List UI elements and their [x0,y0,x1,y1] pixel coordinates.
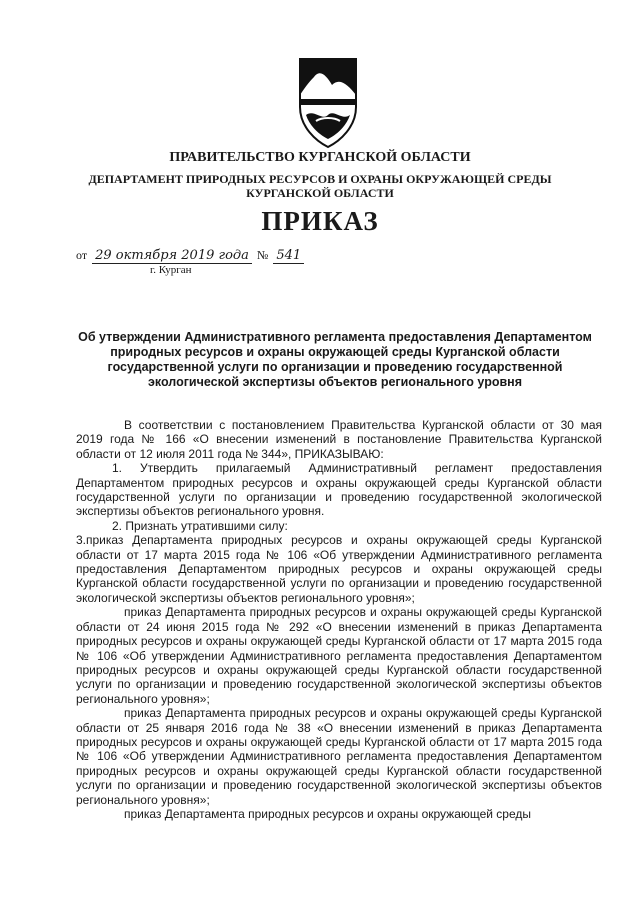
paragraph-item-2: 2. Признать утратившими силу: [112,518,288,533]
order-date: 29 октября 2019 года [92,248,252,264]
paragraph-item-1: 1. Утвердить прилагаемый Административный регламент предоставления Департаментом природных ресурсов и охраны окружающей среды Курганской области государственной услуги по организации и проведению государственной экологической экспертизы объектов регионального уровня. [76,461,602,519]
from-label: от [76,248,88,262]
document-title: Об утверждении Административного регламента предоставления Департаментом природных ресурсов и охраны окружающей среды Курганской области государственной услуги по организации и проведению государственной экологической экспертизы объектов регионального уровня [78,330,592,389]
dateline [76,248,306,264]
number-label: № [256,248,269,262]
government-name: ПРАВИТЕЛЬСТВО КУРГАНСКОЙ ОБЛАСТИ [169,150,471,165]
kurgan-coat-of-arms-icon [296,55,360,151]
paragraph-repealed-2: приказ Департамента природных ресурсов и охраны окружающей среды Курганской области от 24 июня 2015 года № 292 «О внесении изменений в приказ Департамента природных ресурсов и охраны окружающей среды Курганской области от 17 марта 2015 года № 106 «Об утверждении Административного регламента предоставления Департаментом природных ресурсов и охраны окружающей среды Курганской области государственной услуги по организации и проведению государственной экологической экспертизы объектов регионального уровня»; [76,605,602,706]
document-body [76,418,602,821]
department-name-line2: КУРГАНСКОЙ ОБЛАСТИ [246,186,394,200]
department-name [0,172,640,200]
department-name-line1: ДЕПАРТАМЕНТ ПРИРОДНЫХ РЕСУРСОВ И ОХРАНЫ ОКРУЖАЮЩЕЙ СРЕДЫ [88,172,552,186]
paragraph-repealed-1: 3.приказ Департамента природных ресурсов и охраны окружающей среды Курганской области от 17 марта 2015 года № 106 «Об утверждении Административного регламента предоставления Департаментом природных ресурсов и охраны окружающей среды Курганской области государственной услуги по организации и проведению государственной экологической экспертизы объектов регионального уровня»; [76,533,602,605]
paragraph-repealed-3: приказ Департамента природных ресурсов и охраны окружающей среды Курганской области от 25 января 2016 года № 38 «О внесении изменений в приказ Департамента природных ресурсов и охраны окружающей среды Курганской области от 17 марта 2015 года № 106 «Об утверждении Административного регламента предоставления Департаментом природных ресурсов и охраны окружающей среды Курганской области государственной услуги по организации и проведению государственной экологической экспертизы объектов регионального уровня»; [76,706,602,807]
paragraph-preamble: В соответствии с постановлением Правительства Курганской области от 30 мая 2019 года № 166 «О внесении изменений в постановление Правительства Курганской области от 12 июля 2011 года № 344», ПРИКАЗЫВАЮ: [76,418,602,461]
paragraph-repealed-4: приказ Департамента природных ресурсов и охраны окружающей среды [124,806,532,821]
city: г. Курган [150,264,192,276]
order-number: 541 [273,248,304,264]
document-type: ПРИКАЗ [261,206,379,236]
